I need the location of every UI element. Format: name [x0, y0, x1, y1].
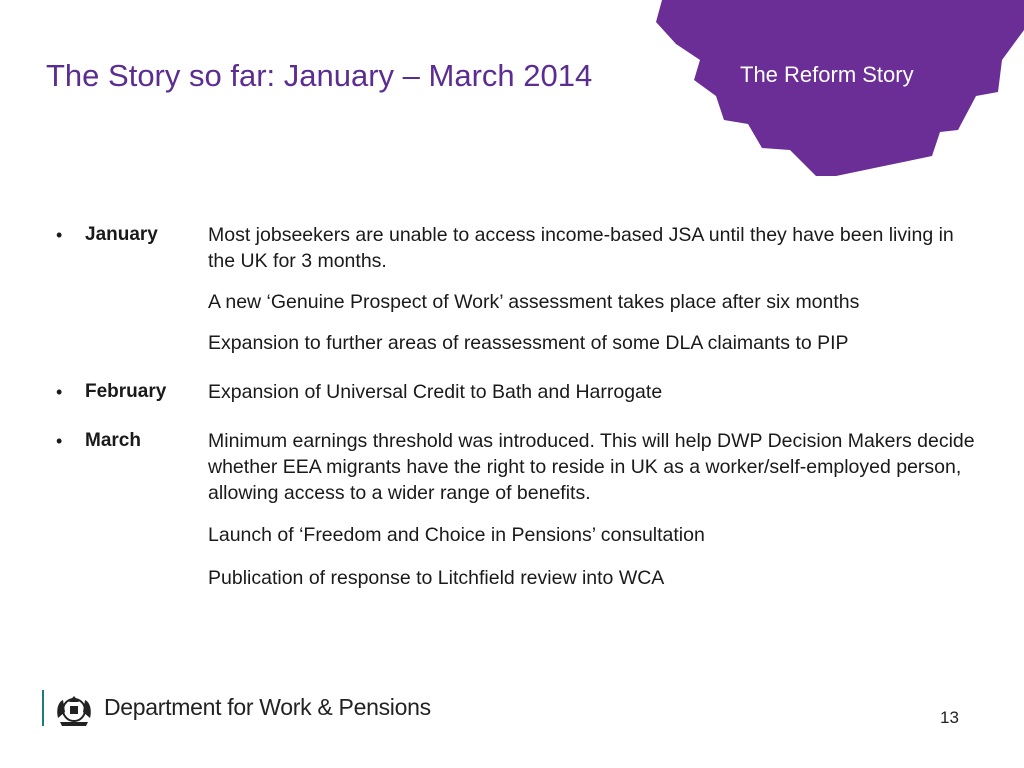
page-number: 13	[940, 708, 959, 727]
royal-coat-of-arms-icon	[52, 688, 96, 728]
month-label: March	[85, 430, 141, 451]
bullet-icon: •	[56, 225, 63, 245]
entry-text: Minimum earnings threshold was introduced. This will help DWP Decision Makers decide whether EEA migrants have the right to reside in UK as a worker/self-employed person, allowing access to a wider range of benefits.	[208, 430, 975, 504]
entry-text: Launch of ‘Freedom and Choice in Pensions’ consultation	[208, 524, 705, 546]
section-tag: The Reform Story	[740, 62, 914, 87]
entry-text: Expansion to further areas of reassessment of some DLA claimants to PIP	[208, 332, 849, 354]
entry-text: Most jobseekers are unable to access income-based JSA until they have been living in the UK for 3 months.	[208, 224, 954, 272]
footer-divider	[42, 690, 44, 726]
month-label: February	[85, 381, 167, 402]
entry-text: Expansion of Universal Credit to Bath and Harrogate	[208, 381, 663, 403]
department-logo-text: Department for Work & Pensions	[104, 694, 431, 720]
entry-text: A new ‘Genuine Prospect of Work’ assessment takes place after six months	[208, 291, 860, 313]
month-label: January	[85, 224, 158, 245]
bullet-icon: •	[56, 431, 63, 451]
bullet-icon: •	[56, 382, 63, 402]
slide-title: The Story so far: January – March 2014	[46, 58, 593, 93]
entry-text: Publication of response to Litchfield review into WCA	[208, 567, 665, 589]
